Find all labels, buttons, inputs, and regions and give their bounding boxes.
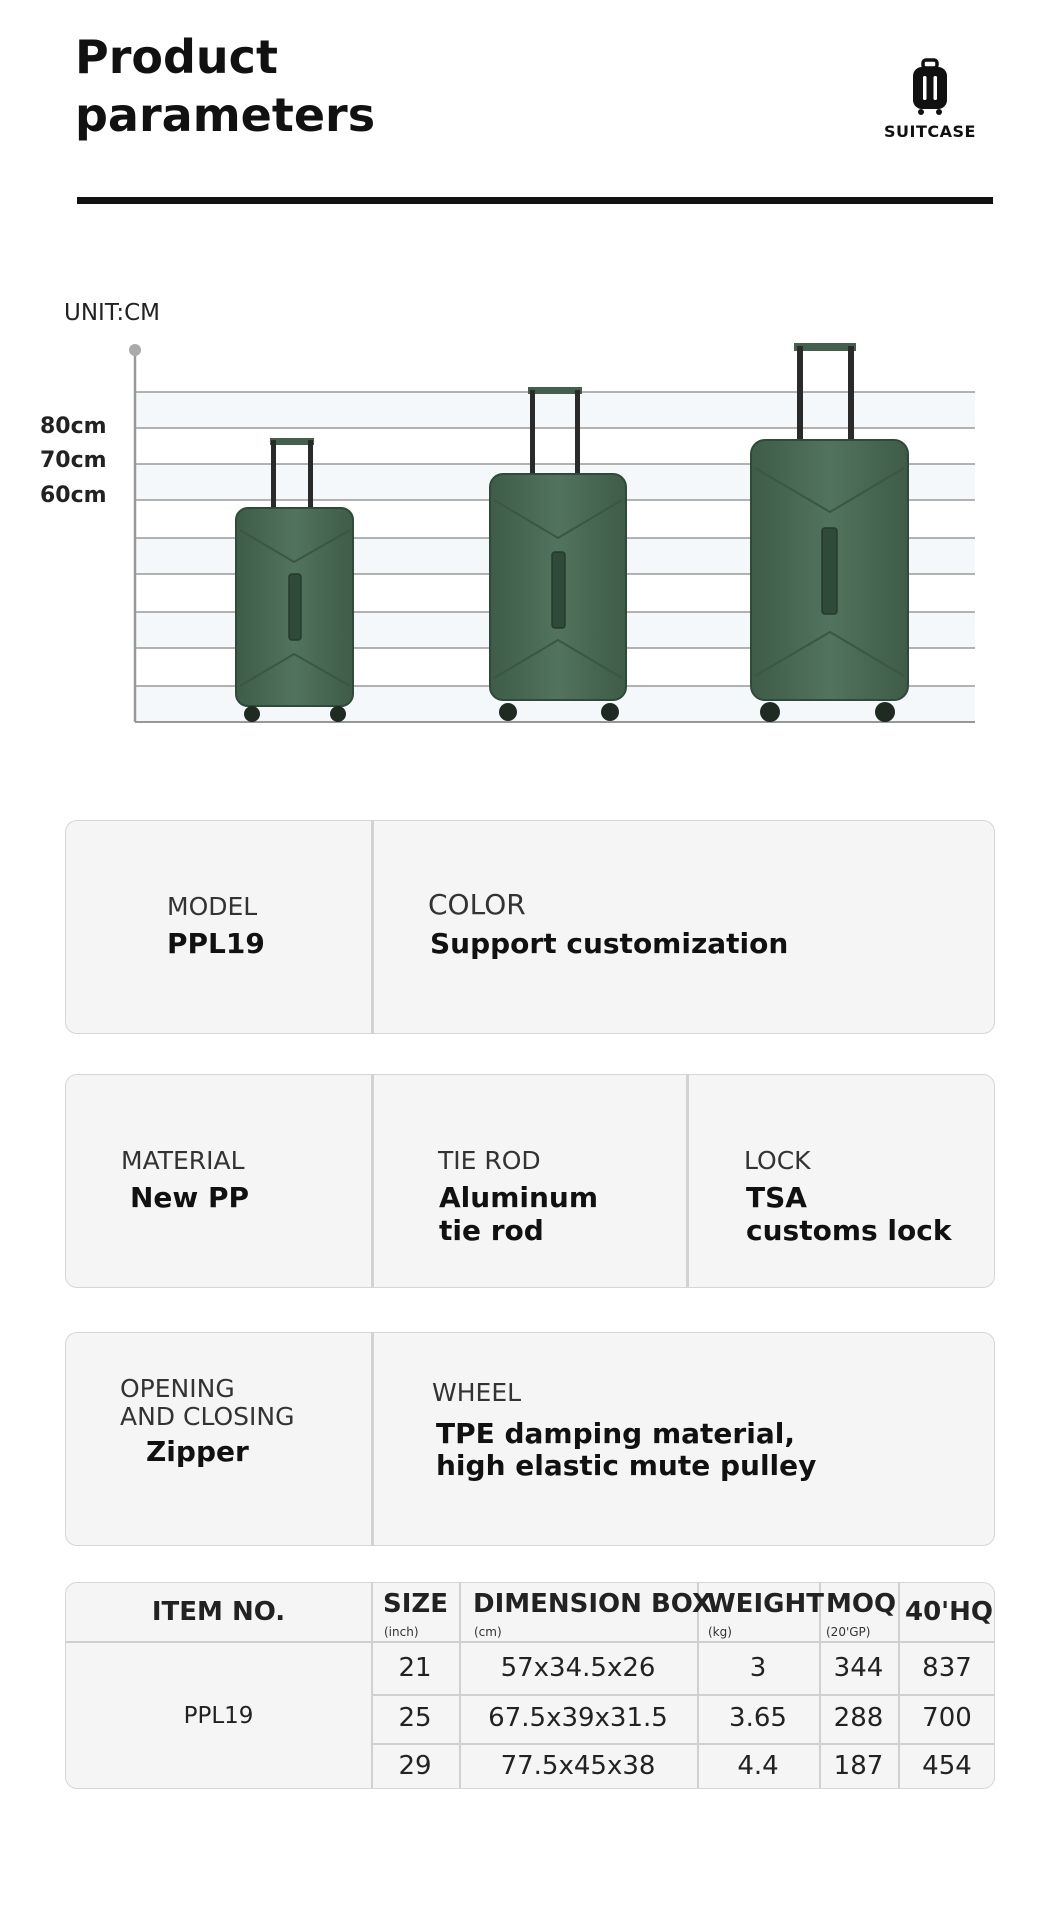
moq-cell: 288	[833, 1703, 884, 1733]
unit-label: UNIT:CM	[64, 300, 160, 326]
item-no-value: PPL19	[183, 1703, 254, 1729]
size-cell: 21	[398, 1653, 432, 1683]
medium-suitcase	[490, 387, 626, 721]
size-cell: 25	[398, 1703, 432, 1733]
hq-cell: 454	[922, 1751, 972, 1781]
material-card	[65, 1074, 995, 1288]
tie-rod-value-2: tie rod	[439, 1214, 544, 1247]
header-moq-unit: (20'GP)	[826, 1625, 871, 1639]
wheel-value-1: TPE damping material,	[436, 1417, 795, 1450]
brand-mark	[880, 58, 980, 141]
table-row-divider	[371, 1694, 995, 1696]
opening-value: Zipper	[146, 1435, 249, 1468]
dimension-cell: 57x34.5x26	[500, 1653, 656, 1683]
weight-cell: 3.65	[729, 1703, 787, 1733]
suitcase-icon	[910, 58, 950, 116]
dimension-cell: 67.5x39x31.5	[488, 1703, 668, 1733]
hq-cell: 837	[922, 1653, 972, 1683]
color-label: COLOR	[428, 888, 526, 921]
hq-cell: 700	[922, 1703, 972, 1733]
weight-cell: 3	[749, 1653, 767, 1683]
weight-cell: 4.4	[737, 1751, 779, 1781]
card-divider	[371, 1075, 374, 1287]
moq-cell: 344	[833, 1653, 884, 1683]
size-comparison-chart	[0, 330, 1060, 730]
y-label-80: 80cm	[40, 414, 107, 439]
material-value: New PP	[130, 1181, 250, 1214]
title-line-1: Product	[75, 30, 278, 84]
header-dimension-box: DIMENSION BOX	[473, 1589, 713, 1619]
model-value: PPL19	[167, 927, 265, 960]
tie-rod-label: TIE ROD	[438, 1146, 541, 1175]
header-moq: MOQ	[826, 1589, 897, 1619]
material-label: MATERIAL	[121, 1146, 245, 1175]
card-divider	[686, 1075, 689, 1287]
opening-label-1: OPENING	[120, 1374, 235, 1403]
model-label: MODEL	[167, 892, 258, 921]
header-divider	[77, 197, 993, 204]
table-row-divider	[371, 1743, 995, 1745]
title-line-2: parameters	[75, 88, 376, 142]
header-size: SIZE	[383, 1589, 449, 1619]
wheel-label: WHEEL	[432, 1378, 522, 1407]
header-size-unit: (inch)	[384, 1625, 419, 1639]
brand-label: SUITCASE	[884, 122, 976, 141]
model-color-card	[65, 820, 995, 1034]
header-weight: WEIGHT	[707, 1589, 824, 1619]
lock-value-1: TSA	[746, 1181, 807, 1214]
dimension-cell: 77.5x45x38	[500, 1751, 656, 1781]
page-title	[75, 28, 375, 144]
table-header-divider	[66, 1641, 995, 1643]
lock-label: LOCK	[744, 1146, 811, 1175]
y-label-70: 70cm	[40, 448, 107, 473]
spec-table	[65, 1582, 995, 1789]
header-dimension-unit: (cm)	[474, 1625, 502, 1639]
moq-cell: 187	[833, 1751, 884, 1781]
color-value: Support customization	[430, 927, 789, 960]
tie-rod-value-1: Aluminum	[439, 1181, 599, 1214]
header-item-no: ITEM NO.	[151, 1597, 286, 1627]
card-divider	[371, 1333, 374, 1545]
card-divider	[371, 821, 374, 1033]
axis-top-dot	[129, 344, 141, 356]
header-40hq: 40'HQ	[904, 1597, 993, 1627]
header-weight-unit: (kg)	[708, 1625, 732, 1639]
lock-value-2: customs lock	[746, 1214, 952, 1247]
opening-label-2: AND CLOSING	[120, 1402, 295, 1431]
y-label-60: 60cm	[40, 483, 107, 508]
wheel-value-2: high elastic mute pulley	[436, 1449, 817, 1482]
size-cell: 29	[398, 1751, 432, 1781]
opening-wheel-card	[65, 1332, 995, 1546]
